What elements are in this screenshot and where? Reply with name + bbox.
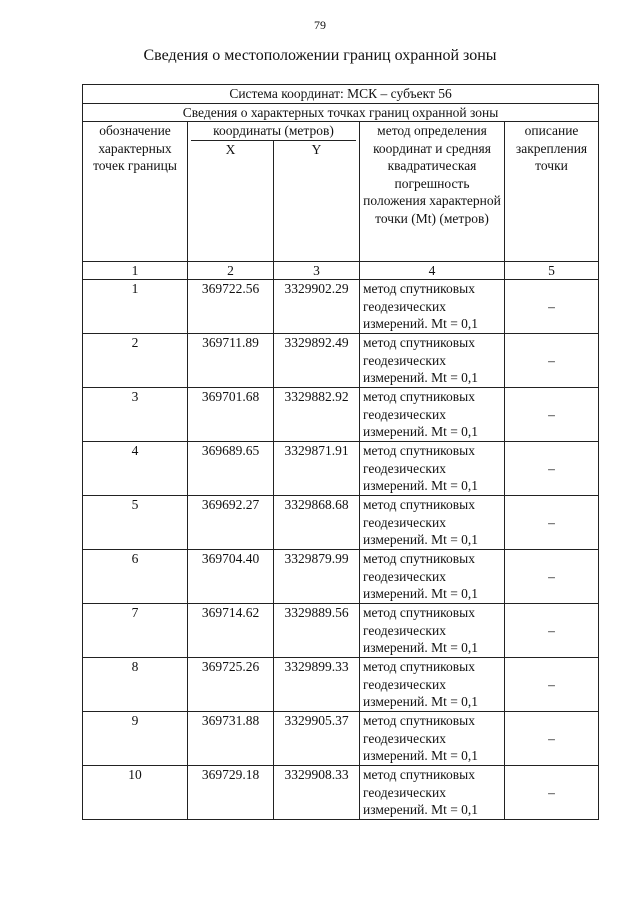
page-number: 79 (314, 18, 326, 32)
table-row (83, 658, 599, 712)
method-cell: метод спутниковых геодезических измерений. Mt = 0,1 (360, 442, 505, 496)
point-number-cell: 6 (83, 550, 188, 604)
point-number-cell: 3 (83, 388, 188, 442)
description-cell: – (505, 334, 599, 388)
table-row (83, 712, 599, 766)
y-coordinate-cell: 3329905.37 (274, 712, 360, 766)
table-row (83, 334, 599, 388)
description-cell: – (505, 766, 599, 820)
description-cell: – (505, 658, 599, 712)
method-cell: метод спутниковых геодезических измерений. Mt = 0,1 (360, 712, 505, 766)
method-cell: метод спутниковых геодезических измерений. Mt = 0,1 (360, 658, 505, 712)
y-coordinate-cell: 3329889.56 (274, 604, 360, 658)
point-number-cell: 7 (83, 604, 188, 658)
x-coordinate-cell: 369722.56 (188, 280, 274, 334)
x-coordinate-cell: 369704.40 (188, 550, 274, 604)
point-number-cell: 5 (83, 496, 188, 550)
y-coordinate-cell: 3329868.68 (274, 496, 360, 550)
description-cell: – (505, 388, 599, 442)
table-row (83, 442, 599, 496)
x-coordinate-cell: 369729.18 (188, 766, 274, 820)
column-number-3: 3 (274, 261, 360, 280)
method-cell: метод спутниковых геодезических измерений. Mt = 0,1 (360, 280, 505, 334)
header-method: метод определения координат и средняя квадратическая погрешность положения характерной точки (Mt) (метров) (360, 122, 505, 262)
method-cell: метод спутниковых геодезических измерений. Mt = 0,1 (360, 496, 505, 550)
table-row (83, 496, 599, 550)
description-cell: – (505, 712, 599, 766)
column-number-1: 1 (83, 261, 188, 280)
point-number-cell: 10 (83, 766, 188, 820)
x-coordinate-cell: 369725.26 (188, 658, 274, 712)
point-number-cell: 2 (83, 334, 188, 388)
header-description: описание закрепления точки (505, 122, 599, 262)
description-cell: – (505, 496, 599, 550)
y-coordinate-cell: 3329892.49 (274, 334, 360, 388)
method-cell: метод спутниковых геодезических измерений. Mt = 0,1 (360, 766, 505, 820)
point-number-cell: 9 (83, 712, 188, 766)
header-coordinates-label: координаты (метров) (191, 122, 356, 141)
column-number-2: 2 (188, 261, 274, 280)
table-row (83, 280, 599, 334)
y-coordinate-cell: 3329908.33 (274, 766, 360, 820)
boundary-points-table (82, 84, 599, 820)
table-row (83, 604, 599, 658)
x-coordinate-cell: 369692.27 (188, 496, 274, 550)
method-cell: метод спутниковых геодезических измерений. Mt = 0,1 (360, 334, 505, 388)
header-designation: обозначение характерных точек границы (83, 122, 188, 262)
y-coordinate-cell: 3329902.29 (274, 280, 360, 334)
column-number-4: 4 (360, 261, 505, 280)
x-coordinate-cell: 369711.89 (188, 334, 274, 388)
table-row (83, 388, 599, 442)
column-number-5: 5 (505, 261, 599, 280)
x-coordinate-cell: 369714.62 (188, 604, 274, 658)
y-coordinate-cell: 3329882.92 (274, 388, 360, 442)
point-number-cell: 4 (83, 442, 188, 496)
y-coordinate-cell: 3329899.33 (274, 658, 360, 712)
x-coordinate-cell: 369689.65 (188, 442, 274, 496)
x-coordinate-cell: 369731.88 (188, 712, 274, 766)
table-row (83, 550, 599, 604)
description-cell: – (505, 280, 599, 334)
coordinate-system-row: Система координат: МСК – субъект 56 (83, 85, 599, 104)
point-number-cell: 8 (83, 658, 188, 712)
table-row (83, 766, 599, 820)
method-cell: метод спутниковых геодезических измерений. Mt = 0,1 (360, 388, 505, 442)
point-number-cell: 1 (83, 280, 188, 334)
y-coordinate-cell: 3329871.91 (274, 442, 360, 496)
method-cell: метод спутниковых геодезических измерений. Mt = 0,1 (360, 604, 505, 658)
header-coordinates (188, 122, 360, 141)
description-cell: – (505, 604, 599, 658)
method-cell: метод спутниковых геодезических измерений. Mt = 0,1 (360, 550, 505, 604)
page-title: Сведения о местоположении границ охранной зоны (143, 47, 497, 64)
description-cell: – (505, 442, 599, 496)
section-title-row: Сведения о характерных точках границ охранной зоны (83, 103, 599, 122)
header-x: X (188, 141, 274, 262)
y-coordinate-cell: 3329879.99 (274, 550, 360, 604)
description-cell: – (505, 550, 599, 604)
x-coordinate-cell: 369701.68 (188, 388, 274, 442)
header-y: Y (274, 141, 360, 262)
